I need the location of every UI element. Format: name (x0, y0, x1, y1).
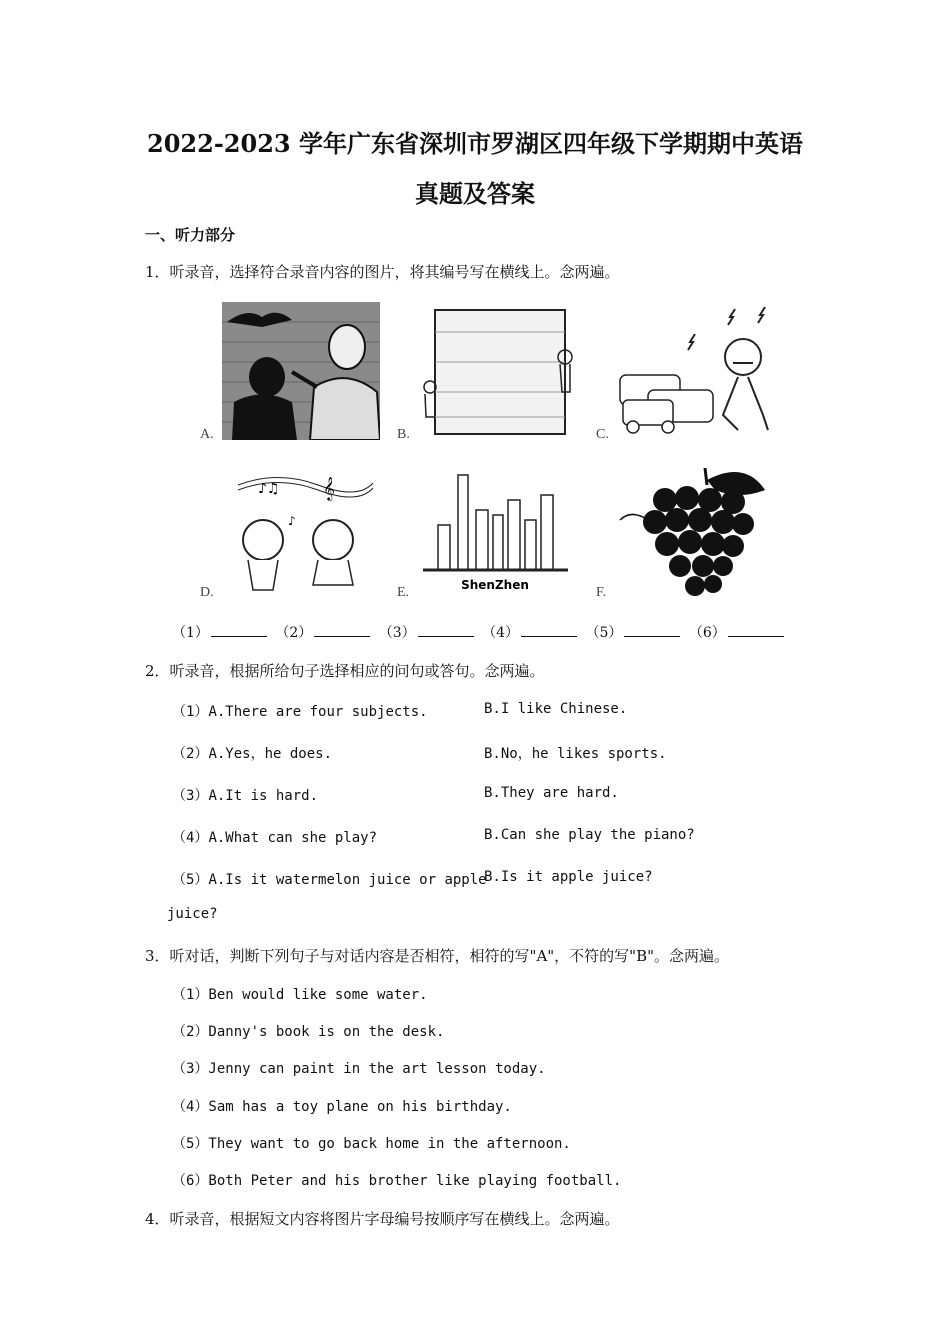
q2-item-5-b: B.Is it apple juice? (484, 869, 653, 885)
q2-item-5-num: （5） (172, 872, 209, 888)
q3-item-1: （1）Ben would like some water. (172, 987, 428, 1003)
answer-6-blank[interactable] (728, 622, 784, 637)
q2-item-2-a: A.Yes，he does. (208, 746, 333, 762)
answer-6-label: （6） (688, 625, 726, 641)
picture-f-grapes (615, 460, 780, 600)
answer-4-blank[interactable] (521, 622, 577, 637)
answer-5-label: （5） (585, 625, 623, 641)
q2-item-3-a: A.It is hard. (208, 788, 319, 804)
answer-5-blank[interactable] (624, 622, 680, 637)
answer-1-blank[interactable] (211, 622, 267, 637)
q2-item-4-num: （4） (172, 830, 209, 846)
q3-item-5: （5）They want to go back home in the afternoon. (172, 1136, 571, 1152)
picture-e-skyline (418, 465, 573, 595)
doc-title-line1: 2022-2023 学年广东省深圳市罗湖区四年级下学期期中英语 (147, 129, 803, 158)
skyline-caption: ShenZhen (461, 578, 529, 592)
q4-prompt: 4．听录音，根据短文内容将图片字母编号按顺序写在横线上。念两遍。 (145, 1210, 620, 1228)
svg-text:♪: ♪ (288, 514, 296, 528)
picture-a-painting (222, 302, 380, 440)
q3-item-3: （3）Jenny can paint in the art lesson today. (172, 1061, 546, 1077)
q2-prompt: 2．听录音，根据所给句子选择相应的问句或答句。念两遍。 (145, 662, 545, 680)
q2-item-5-a: A.Is it watermelon juice or apple (208, 872, 487, 888)
answer-3-label: （3） (378, 625, 416, 641)
q2-item-3 (172, 785, 318, 805)
q2-item-4-a: A.What can she play? (208, 830, 378, 846)
q2-item-4 (172, 827, 377, 847)
answer-4-label: （4） (482, 625, 520, 641)
q2-item-5 (172, 869, 487, 889)
answer-2-label: （2） (275, 625, 313, 641)
doc-title-line2: 真题及答案 (415, 179, 535, 208)
answer-1-label: （1） (172, 625, 209, 641)
q2-item-3-b: B.They are hard. (484, 785, 619, 801)
q1-prompt: 1．听录音，选择符合录音内容的图片，将其编号写在横线上。念两遍。 (145, 263, 620, 281)
picture-c-traffic (618, 305, 780, 438)
q2-item-1-num: （1） (172, 704, 209, 720)
q2-item-2-b: B.No，he likes sports. (484, 746, 667, 762)
label-b: B. (397, 427, 410, 442)
q2-item-3-num: （3） (172, 788, 209, 804)
label-f: F. (596, 585, 607, 600)
section-heading: 一、听力部分 (145, 226, 236, 244)
q2-item-2 (172, 743, 332, 763)
q3-item-6: （6）Both Peter and his brother like playing football. (172, 1173, 622, 1189)
q3-prompt: 3．听对话，判断下列句子与对话内容是否相符，相符的写"A"，不符的写"B"。念两遍。 (145, 947, 730, 965)
q2-item-4-b: B.Can she play the piano? (484, 827, 695, 843)
q3-item-4: （4）Sam has a toy plane on his birthday. (172, 1099, 512, 1115)
q3-item-2: （2）Danny's book is on the desk. (172, 1024, 445, 1040)
picture-b-wall (420, 302, 580, 437)
label-c: C. (596, 427, 609, 442)
q2-item-2-num: （2） (172, 746, 209, 762)
svg-text:♪♫: ♪♫ (258, 481, 280, 497)
picture-d-singing (228, 465, 378, 595)
q1-answer-row (172, 622, 788, 642)
q2-item-1-b: B.I like Chinese. (484, 701, 628, 717)
label-a: A. (200, 427, 214, 442)
label-d: D. (200, 585, 214, 600)
svg-text:𝄞: 𝄞 (323, 476, 335, 500)
q2-item-1 (172, 701, 428, 721)
answer-3-blank[interactable] (418, 622, 474, 637)
answer-2-blank[interactable] (314, 622, 370, 637)
q2-item-1-a: A.There are four subjects. (208, 704, 428, 720)
q2-item-5-wrap: juice? (167, 906, 218, 922)
label-e: E. (397, 585, 410, 600)
